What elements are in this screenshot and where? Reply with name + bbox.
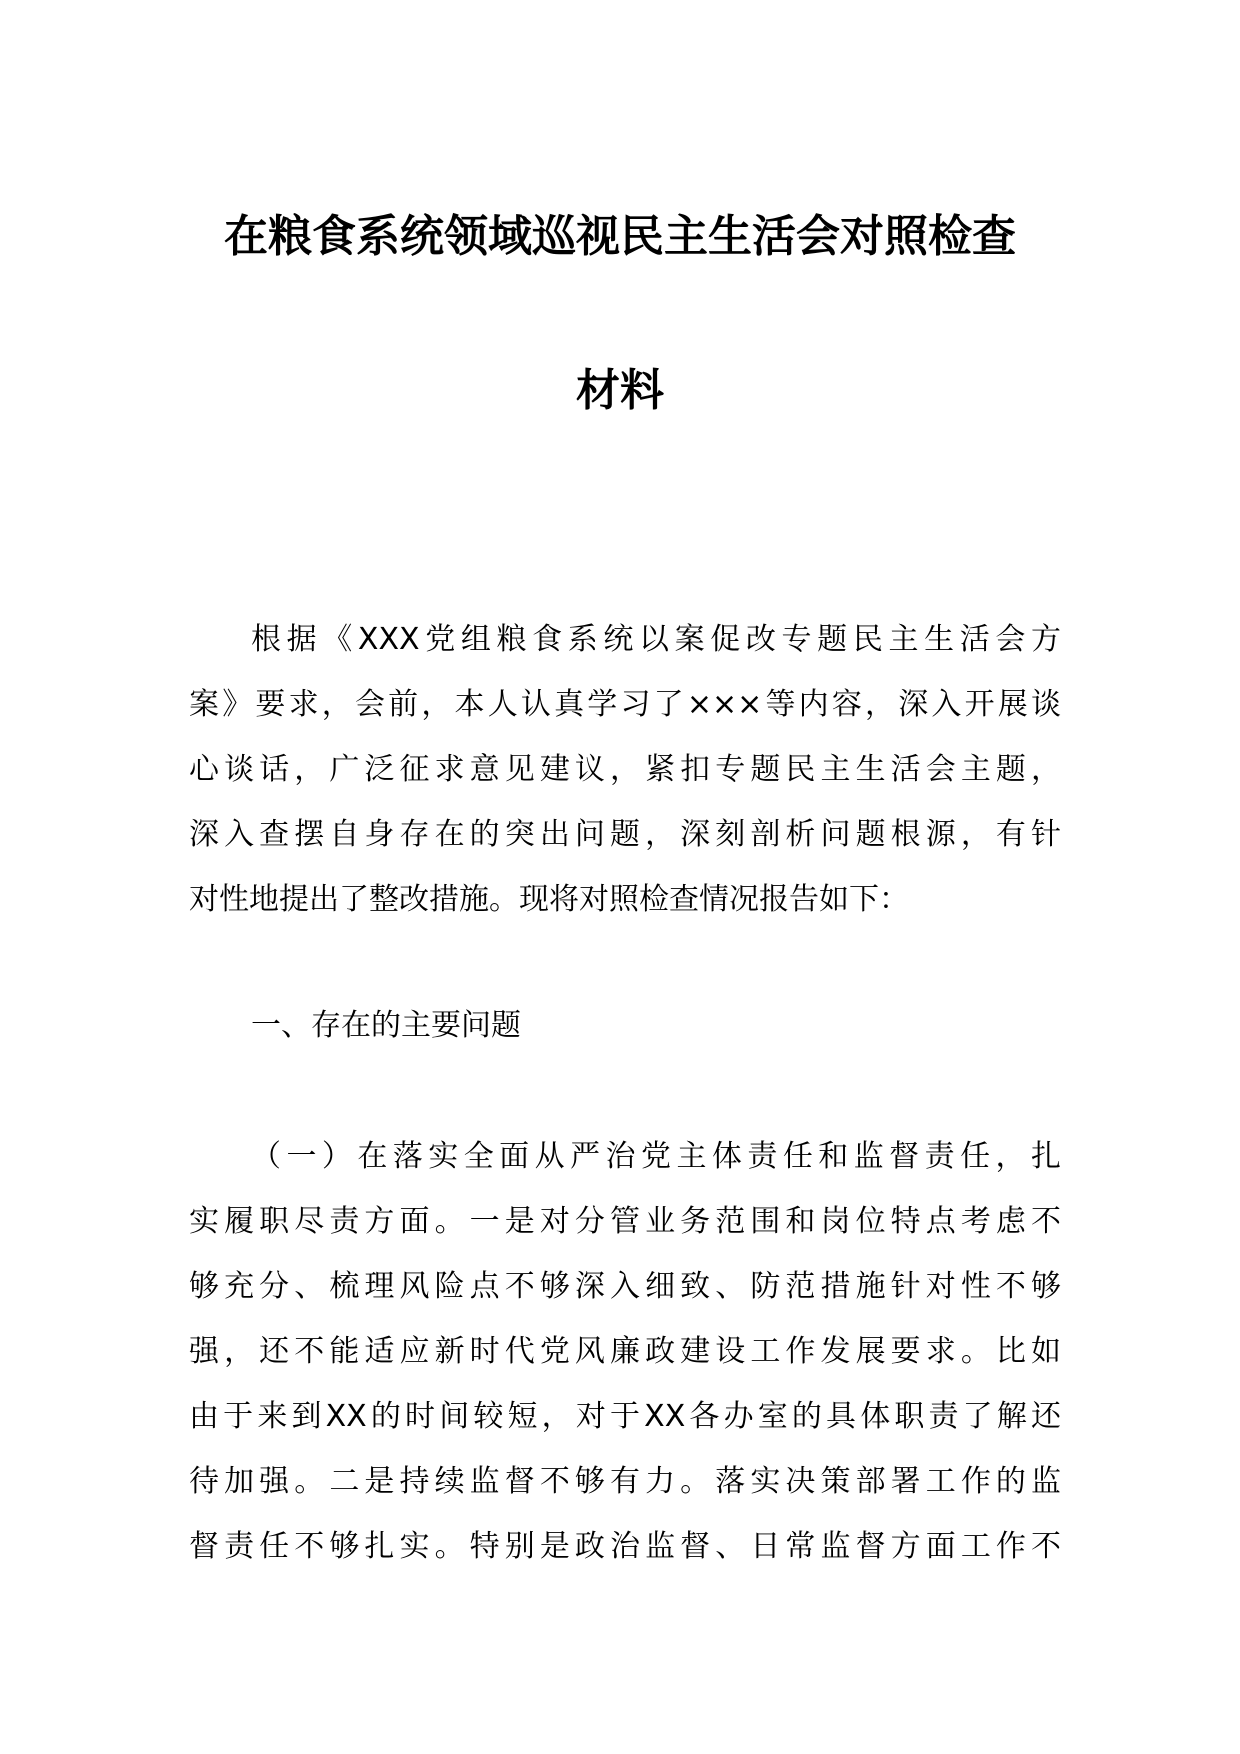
document-title-line-2: 材料: [576, 365, 664, 416]
section-heading: [189, 993, 1061, 1058]
body-paragraph: [189, 1124, 1061, 1579]
paragraph-line: 心谈话，广泛征求意见建议，紧扣专题民主生活会主题，: [189, 752, 1061, 787]
paragraph-line: 强，还不能适应新时代党风廉政建设工作发展要求。比如: [189, 1334, 1061, 1369]
paragraph-line: 对性地提出了整改措施。现将对照检查情况报告如下：: [189, 882, 909, 917]
intro-paragraph: [189, 607, 1061, 932]
document-title-line-1: 在粮食系统领域巡视民主生活会对照检查: [224, 211, 1016, 262]
paragraph-line: 根据《XXX党组粮食系统以案促改专题民主生活会方: [251, 622, 1061, 657]
section-heading-text: 一、存在的主要问题: [251, 1008, 521, 1043]
paragraph-line: 深入查摆自身存在的突出问题，深刻剖析问题根源，有针: [189, 817, 1061, 852]
paragraph-line: 由于来到XX的时间较短，对于XX各办室的具体职责了解还: [189, 1399, 1061, 1434]
paragraph-line: （一）在落实全面从严治党主体责任和监督责任，扎: [251, 1139, 1061, 1174]
paragraph-line: 案》要求，会前，本人认真学习了×××等内容，深入开展谈: [189, 687, 1061, 722]
paragraph-line: 待加强。二是持续监督不够有力。落实决策部署工作的监: [189, 1464, 1061, 1499]
paragraph-line: 够充分、梳理风险点不够深入细致、防范措施针对性不够: [189, 1269, 1061, 1304]
paragraph-line: 督责任不够扎实。特别是政治监督、日常监督方面工作不: [189, 1529, 1061, 1564]
paragraph-line: 实履职尽责方面。一是对分管业务范围和岗位特点考虑不: [189, 1204, 1061, 1239]
